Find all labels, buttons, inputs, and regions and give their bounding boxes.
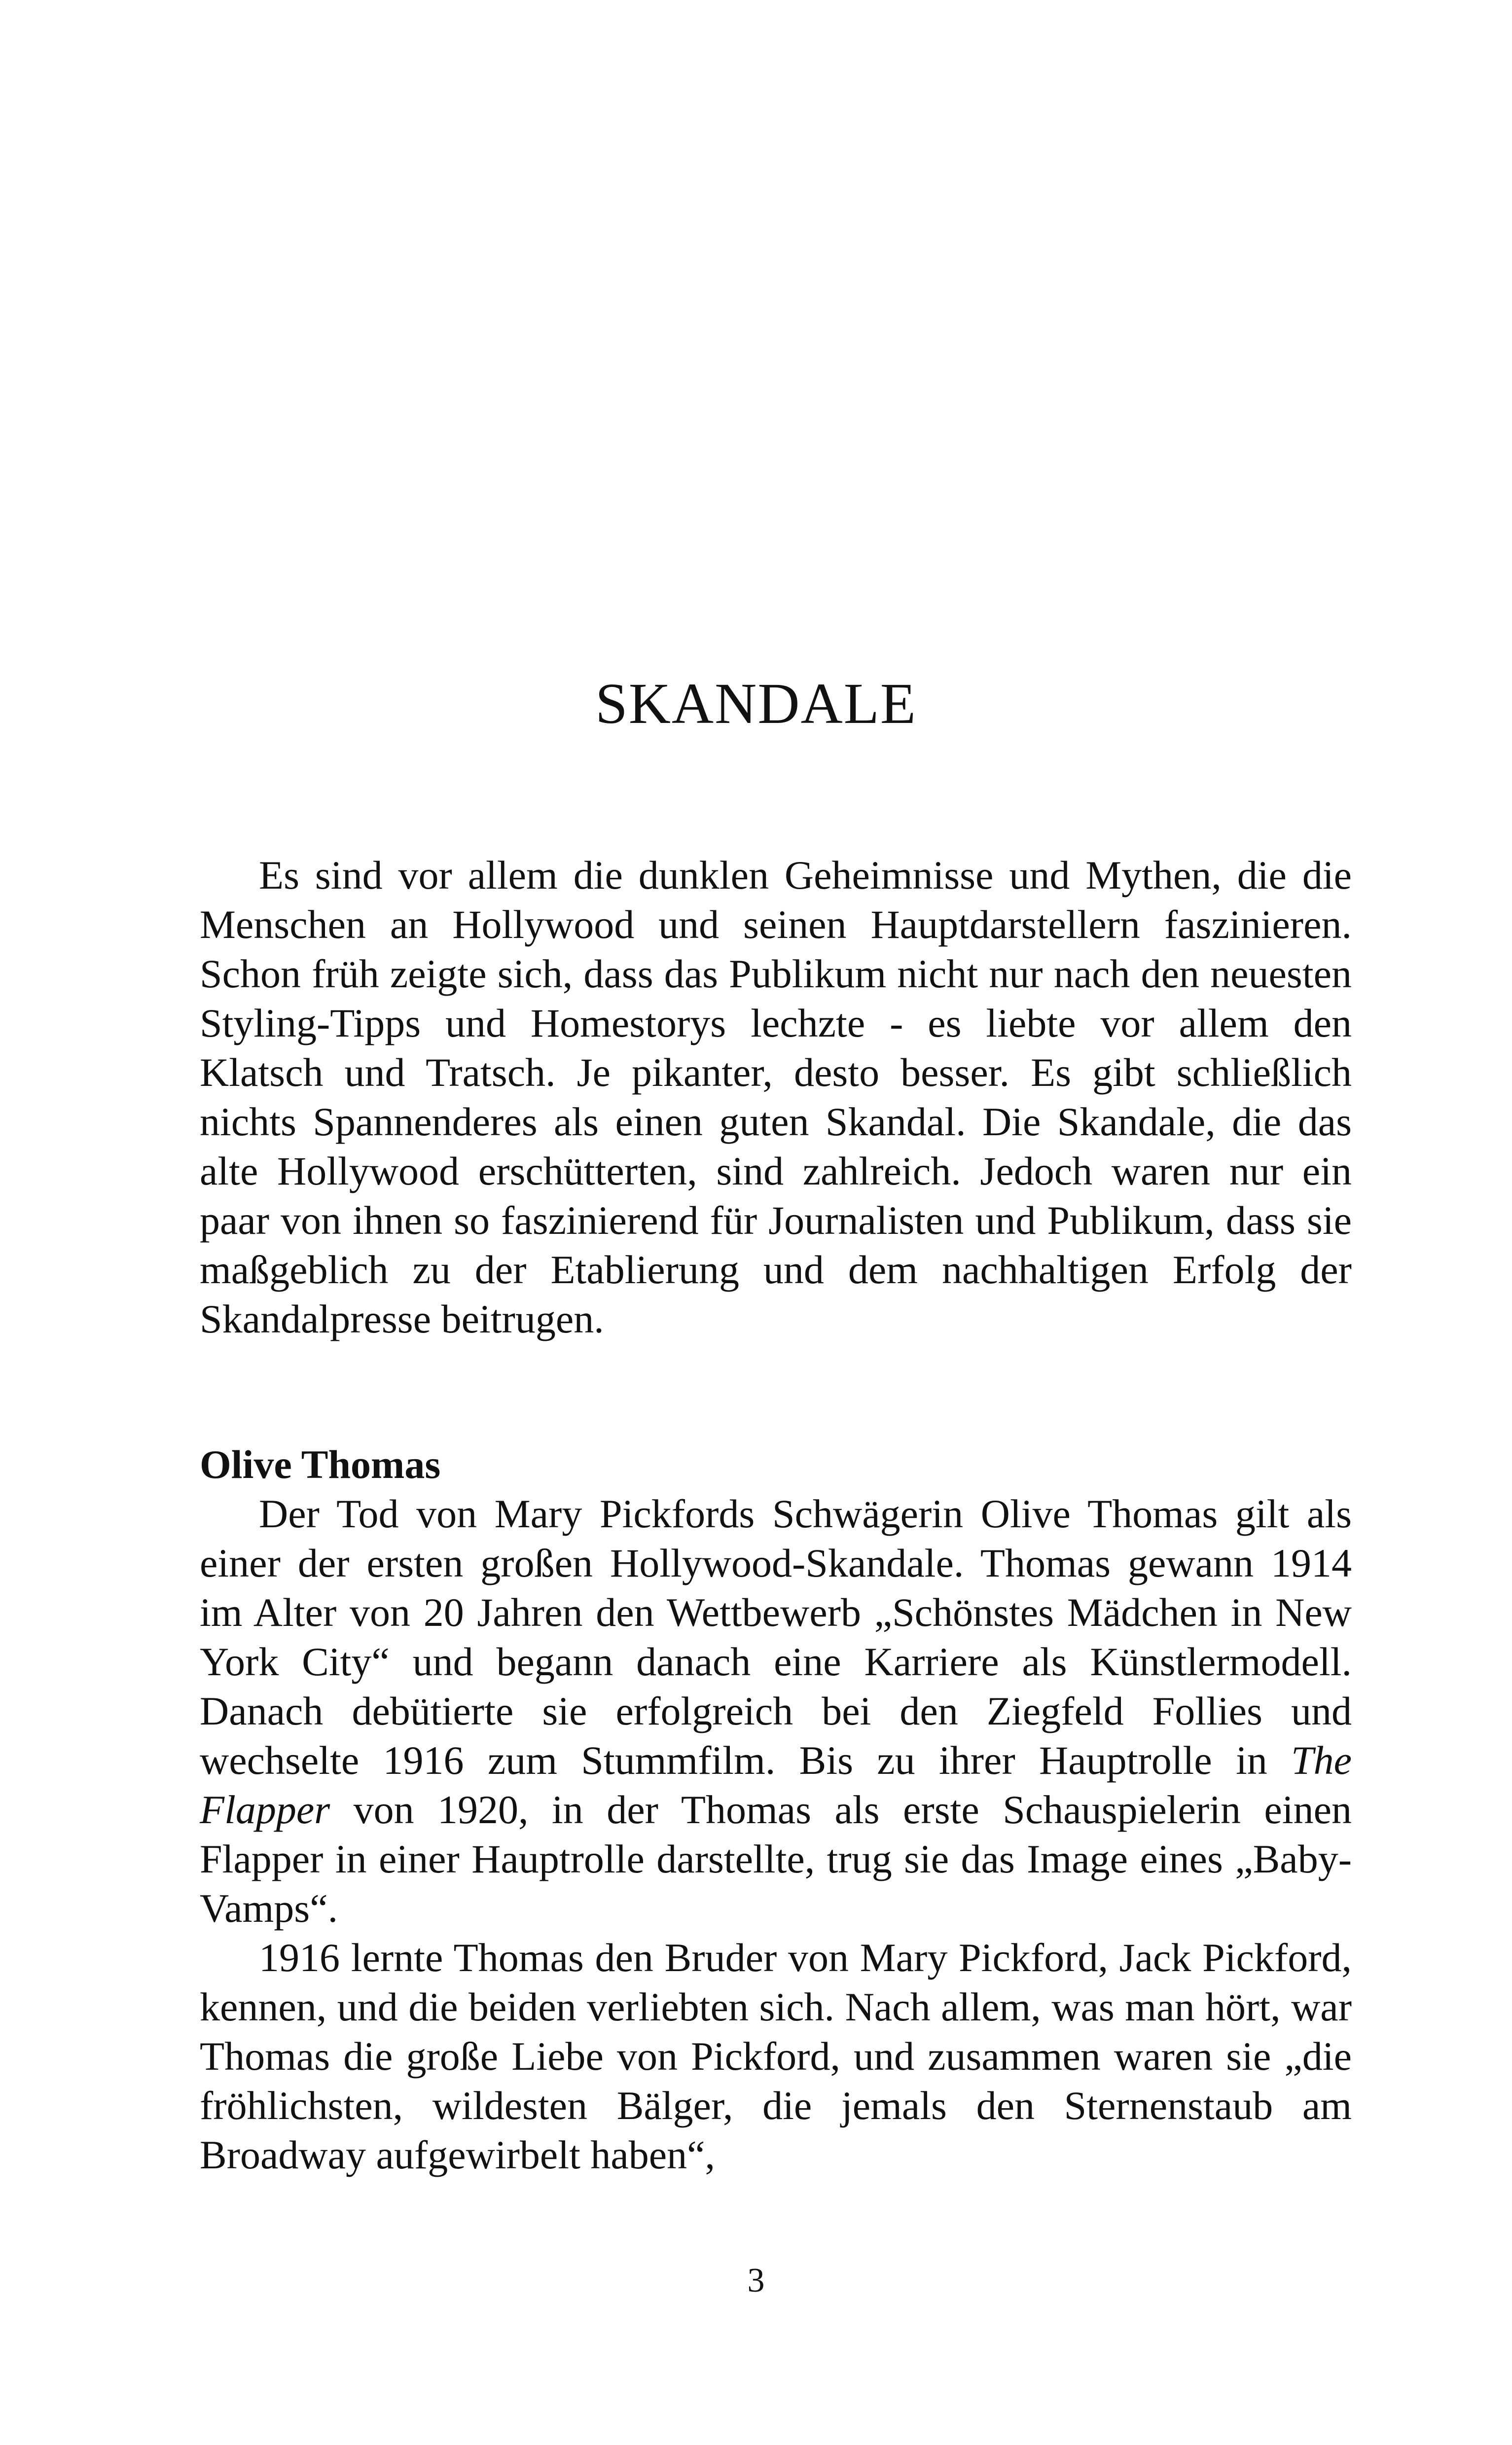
intro-section [200,851,1352,1344]
section-heading: Olive Thomas [200,1442,441,1487]
section-paragraph-1 [200,1489,1352,1933]
chapter-title: SKANDALE [595,671,917,736]
paragraph-text-before-title: Der Tod von Mary Pickfords Schwägerin Olive Thomas gilt als einer der ersten großen Hollywood-Skandale. Thomas gewann 1914 im Alter von 20 Jahren den Wettbewerb „Schönstes Mädchen in New York City“ und begann danach eine Karriere als Künstlermodell. Danach debütierte sie erfolgreich bei den Ziegfeld Follies und wechselte 1916 zum Stummfilm. Bis zu ihrer Hauptrolle in [200,1491,1352,1783]
page-number: 3 [747,2262,765,2300]
paragraph-text-after-title: von 1920, in der Thomas als erste Schauspielerin einen Flapper in einer Hauptrolle darstellte, trug sie das Image eines „Baby-Vamps“. [200,1787,1352,1931]
section-paragraph-2: 1916 lernte Thomas den Bruder von Mary Pickford, Jack Pickford, kennen, und die beiden verliebten sich. Nach allem, was man hört, war Thomas die große Liebe von Pickford, und zusammen waren sie „die fröhlichsten, wildesten Bälger, die jemals den Sternenstaub am Broadway aufgewirbelt haben“, [200,1935,1352,2177]
olive-thomas-section [200,1440,1352,2180]
film-title: The Flapper [200,1738,1352,1832]
intro-paragraph: Es sind vor allem die dunklen Geheimnisse und Mythen, die die Menschen an Hollywood und seinen Hauptdarstellern faszinieren. Schon früh zeigte sich, dass das Publikum nicht nur nach den neuesten Styling-Tipps und Homestorys lechzte - es liebte vor allem den Klatsch und Tratsch. Je pikanter, desto besser. Es gibt schließlich nichts Spannenderes als einen guten Skandal. Die Skandale, die das alte Hollywood erschütterten, sind zahlreich. Jedoch waren nur ein paar von ihnen so faszinierend für Journalisten und Publikum, dass sie maßgeblich zu der Etablierung und dem nachhaltigen Erfolg der Skandalpresse beitrugen. [200,853,1352,1341]
